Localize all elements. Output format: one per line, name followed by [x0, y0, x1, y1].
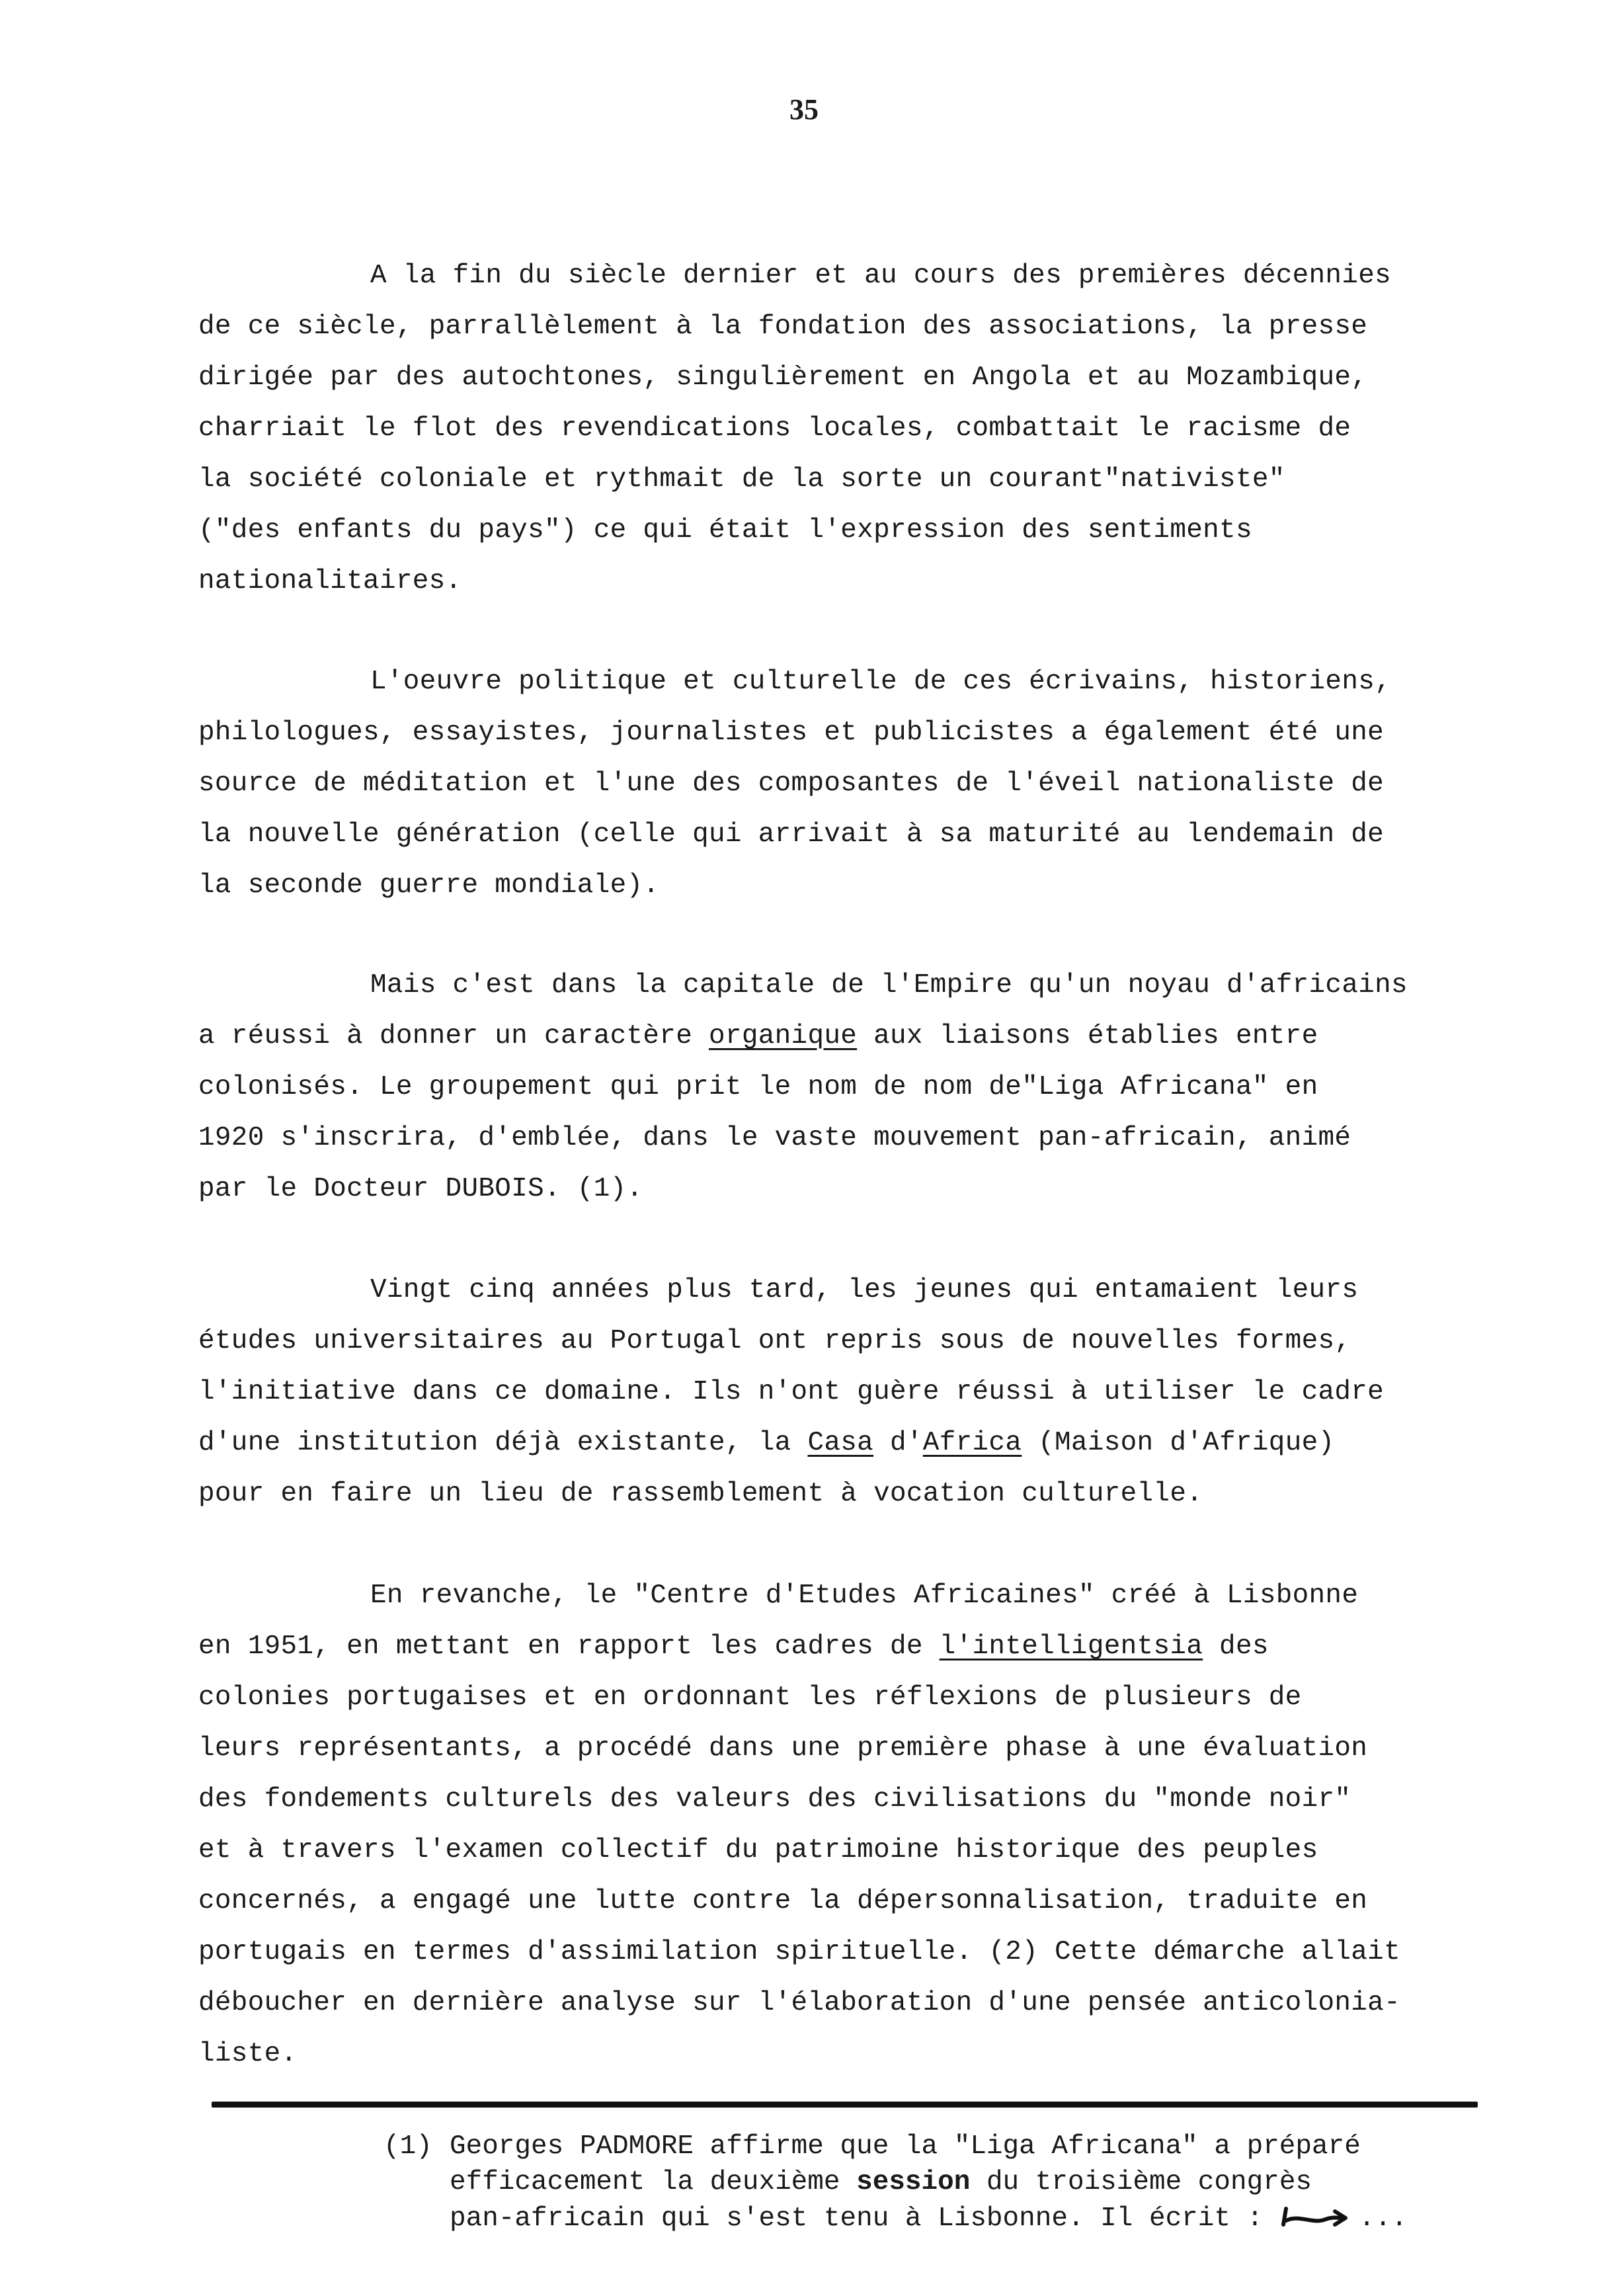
p5-line-7: concernés, a engagé une lutte contre la dépersonnalisation, traduite en	[198, 1886, 1368, 1916]
p4-line-4	[198, 1430, 1334, 1457]
p2-line-5: la seconde guerre mondiale).	[198, 870, 660, 901]
p4-text: d'	[873, 1428, 923, 1458]
underlined-term-africa: Africa	[922, 1428, 1022, 1458]
p2-line-1: L'oeuvre politique et culturelle de ces écrivains, historiens,	[370, 667, 1392, 697]
p1-line-5: la société coloniale et rythmait de la sorte un courant"nativiste"	[198, 464, 1285, 495]
footnote-separator	[212, 2102, 1478, 2108]
p4-text: (Maison d'Afrique)	[1022, 1428, 1335, 1458]
footnote-bold-word: session	[856, 2167, 971, 2197]
p1-line-7: nationalitaires.	[198, 566, 462, 596]
p5-text: en 1951, en mettant en rapport les cadres de	[198, 1631, 940, 1662]
p3-line-3: colonisés. Le groupement qui prit le nom de nom de"Liga Africana" en	[198, 1072, 1318, 1102]
footnote-marker: (1)	[383, 2131, 432, 2162]
p5-line-2	[198, 1633, 1269, 1660]
p4-line-3: l'initiative dans ce domaine. Ils n'ont guère réussi à utiliser le cadre	[198, 1377, 1385, 1407]
p1-line-6: ("des enfants du pays") ce qui était l'expression des sentiments	[198, 515, 1252, 546]
p2-line-4: la nouvelle génération (celle qui arrivait à sa maturité au lendemain de	[198, 819, 1385, 850]
footnote-text: efficacement la deuxième	[450, 2167, 857, 2197]
p3-line-2	[198, 1023, 1318, 1050]
underlined-term-intelligentsia: l'intelligentsia	[939, 1631, 1203, 1662]
p4-line-5: pour en faire un lieu de rassemblement à vocation culturelle.	[198, 1479, 1203, 1509]
p3-line-1: Mais c'est dans la capitale de l'Empire qu'un noyau d'africains	[370, 970, 1408, 1001]
p3-line-5: par le Docteur DUBOIS. (1).	[198, 1174, 643, 1204]
p4-line-1: Vingt cinq années plus tard, les jeunes qui entamaient leurs	[370, 1275, 1359, 1305]
p2-line-2: philologues, essayistes, journalistes et publicistes a également été une	[198, 718, 1385, 748]
p1-line-2: de ce siècle, parrallèlement à la fondation des associations, la presse	[198, 311, 1368, 342]
footnote-line-3	[450, 2205, 1408, 2233]
p5-line-9: déboucher en dernière analyse sur l'élaboration d'une pensée anticolonia-	[198, 1988, 1400, 2018]
p5-line-5: des fondements culturels des valeurs des civilisations du "monde noir"	[198, 1784, 1351, 1815]
p1-line-1: A la fin du siècle dernier et au cours des premières décennies	[370, 261, 1392, 291]
p1-line-3: dirigée par des autochtones, singulièrement en Angola et au Mozambique,	[198, 362, 1368, 393]
p2-line-3: source de méditation et l'une des composantes de l'éveil nationaliste de	[198, 768, 1385, 799]
handwritten-arrow-icon	[1279, 2205, 1359, 2231]
p1-line-4: charriait le flot des revendications locales, combattait le racisme de	[198, 413, 1351, 444]
p5-line-4: leurs représentants, a procédé dans une première phase à une évaluation	[198, 1733, 1368, 1764]
underlined-term-organique: organique	[709, 1021, 858, 1051]
p5-line-3: colonies portugaises et en ordonnant les réflexions de plusieurs de	[198, 1682, 1302, 1713]
footnote-line-2	[450, 2169, 1312, 2196]
footnote-ellipsis: ...	[1358, 2203, 1408, 2234]
underlined-term-casa: Casa	[807, 1428, 874, 1458]
footnote-text: du troisième congrès	[970, 2167, 1312, 2197]
p5-line-6: et à travers l'examen collectif du patrimoine historique des peuples	[198, 1835, 1318, 1866]
p3-text: a réussi à donner un caractère	[198, 1021, 709, 1051]
p5-line-10: liste.	[198, 2039, 298, 2069]
p3-line-4: 1920 s'inscrira, d'emblée, dans le vaste mouvement pan-africain, animé	[198, 1123, 1351, 1153]
p5-line-1: En revanche, le "Centre d'Etudes Africaines" créé à Lisbonne	[370, 1580, 1359, 1611]
footnote-line-1: Georges PADMORE affirme que la "Liga Africana" a préparé	[450, 2131, 1361, 2162]
footnote-text: pan-africain qui s'est tenu à Lisbonne. Il écrit :	[450, 2203, 1279, 2234]
p4-line-2: études universitaires au Portugal ont repris sous de nouvelles formes,	[198, 1326, 1351, 1356]
p5-text: des	[1203, 1631, 1269, 1662]
p5-line-8: portugais en termes d'assimilation spirituelle. (2) Cette démarche allait	[198, 1937, 1400, 1967]
p4-text: d'une institution déjà existante, la	[198, 1428, 808, 1458]
page-number: 35	[789, 93, 819, 126]
p3-text: aux liaisons établies entre	[857, 1021, 1318, 1051]
